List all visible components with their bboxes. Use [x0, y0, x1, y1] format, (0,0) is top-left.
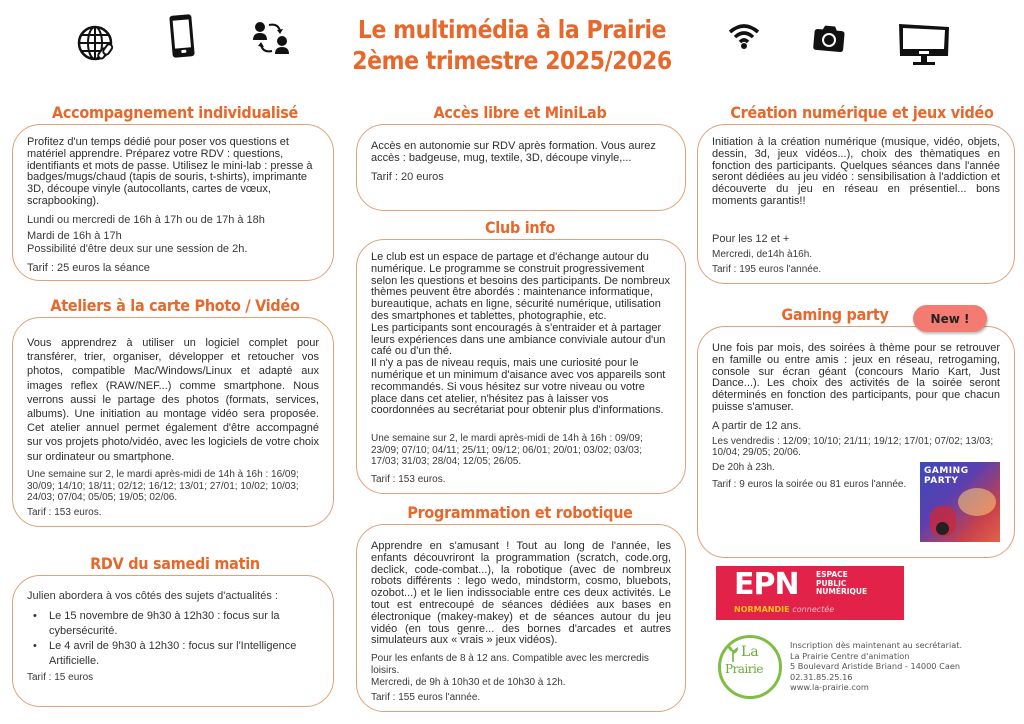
club-info-paragraph-3: Il n'y a pas de niveau requis, mais une curiosité pour le numérique et un minimum d'aisance avec vos appareils sont recommandés. Si vous hésitez sur votre niveau ou votre place dans cet atelier, n'hésitez pas à laisser vos coordonnées au secrétariat pour obtenir plus d'informations.	[371, 357, 666, 417]
section-title-club-info: Club info	[484, 218, 556, 237]
page-title	[325, 14, 698, 76]
section-title-acces-libre: Accès libre et MiniLab	[433, 103, 607, 122]
samedi-price: Tarif : 15 euros	[27, 672, 94, 683]
gaming-party-cover-image	[920, 462, 1000, 542]
acces-libre-description: Accès en autonomie sur RDV après formation. Vous aurez accès : badgeuse, mug, textile, 3D, découpe vinyle,...	[371, 140, 656, 164]
overlap-top: matériel	[27, 147, 67, 160]
contact-website[interactable]: www.la-prairie.com	[790, 682, 869, 692]
leaf-icon	[726, 644, 740, 662]
creation-audience: Pour les 12 et +	[712, 233, 790, 246]
cover-title	[924, 466, 969, 486]
accompagnement-intro: Profitez d'un temps dédié pour poser vos questions et	[27, 136, 289, 148]
title-line-1: Le multimédia à la Prairie	[357, 15, 667, 44]
title-line-2: 2ème trimestre 2025/2026	[352, 46, 672, 75]
ateliers-description: Vous apprendrez à utiliser un logiciel complet pour transférer, trier, organiser, développer et retoucher vos photos, compatible Mac/Windows/Linux et adapté aux images reflex (RAW/NEF...) comme smartphone. Nous verrons aussi le partage des photos (formats, services, albums). Une initiation au montage vidéo sera proposée. Cet atelier annuel permet également d'être accompagné sur vos projets photo/vidéo, avec les logiciels de votre choix sur ordinateur ou smartphone.	[27, 337, 319, 463]
samedi-box	[12, 575, 334, 707]
samedi-intro: Julien abordera à vos côtés des sujets d'actualités :	[27, 590, 278, 602]
section-title-accompagnement: Accompagnement individualisé	[51, 103, 299, 122]
creation-schedule: Mercredi, de14h à16h.	[712, 249, 813, 261]
wifi-icon	[728, 22, 760, 50]
gaming-footer	[712, 462, 1000, 542]
epn-acronym: EPN	[734, 567, 799, 602]
epn-line-2: PUBLIC	[816, 578, 847, 588]
monitor-icon	[897, 22, 951, 68]
gaming-footer-text	[712, 462, 912, 491]
logo-line-1: La	[741, 644, 759, 660]
accompagnement-note: Possibilité d'être deux sur une session de 2h.	[27, 242, 248, 255]
creation-description: Initiation à la création numérique (musique, vidéo, objets, dessin, 3d, jeux vidéos...), choix des thèmatiques en fonction des participants. Quelques séances dans l'année seront dédiées au jeu vidéo : sensibilisation à l'addiction et découverte du jeu en réseau en présentiel... bons moments garantis!!	[712, 136, 1000, 207]
camera-icon	[812, 25, 846, 53]
gaming-dates: Les vendredis : 12/09; 10/10; 21/11; 19/12; 17/01; 07/02; 13/03; 10/04; 29/05; 20/06.	[712, 435, 994, 459]
gaming-description: Une fois par mois, des soirées à thème pour se retrouver en famille ou entre amis : jeux en réseau, retrogaming, console sur écran géant (concours Mario Kart, Just Dance...). Les choix des activités de la soirée seront déterminés en fonction des participants, pour que chacun puisse s'amuser.	[712, 342, 1000, 413]
logo-line-2: Prairie	[725, 662, 763, 676]
accompagnement-price: Tarif : 25 euros la séance	[27, 261, 150, 274]
epn-logo	[716, 566, 904, 620]
contact-info	[790, 640, 962, 693]
smartphone-icon	[168, 13, 198, 61]
epn-connected: connectée	[792, 605, 835, 614]
club-info-paragraph-2: Les participants sont encouragés à s'entraider et à partager leurs expériences dans une ambiance conviviale autour d'un café ou d'un thé.	[371, 321, 666, 358]
la-prairie-logo	[718, 635, 782, 699]
programmation-audience: Pour les enfants de 8 à 12 ans. Compatible avec les mercredis loisirs.	[371, 653, 649, 676]
epn-line-1: ESPACE	[816, 570, 848, 579]
ateliers-price: Tarif : 153 euros.	[27, 506, 102, 518]
creation-price: Tarif : 195 euros l'année.	[712, 263, 822, 275]
contact-address: 5 Boulevard Aristide Briand - 14000 Caen	[790, 661, 961, 671]
section-title-ateliers: Ateliers à la carte Photo / Vidéo	[50, 296, 300, 315]
section-title-creation: Création numérique et jeux vidéo	[730, 103, 994, 122]
gaming-price: Tarif : 9 euros la soirée ou 81 euros l'année.	[712, 479, 907, 490]
gaming-audience: A partir de 12 ans.	[712, 419, 802, 432]
gaming-box	[697, 326, 1015, 558]
club-info-box	[356, 239, 686, 494]
contact-phone: 02.31.85.25.16	[790, 671, 853, 682]
section-title-samedi: RDV du samedi matin	[90, 554, 260, 573]
club-info-schedule: Une semaine sur 2, le mardi après-midi de 14h à 16h : 09/09; 23/09; 07/10; 04/11; 25/11; 09/12; 06/01; 20/01; 03/02; 03/03; 17/03; 31/03; 28/04; 12/05; 26/05.	[371, 433, 643, 468]
programmation-description: Apprendre en s'amusant ! Tout au long de l'année, les enfants découvriront la programmation (scratch, code.org, declick, code-combat...), la robotique (avec de nombreux robots différents : lego wedo, mindstorm, cosmo, bluebots, ozobot...) et le lien indissociable entre ces deux activités. Le tout est entrecoupé de séances dédiées aux bases en électronique (makey-makey) et de séances autour du jeu vidéo (en tous genre... des bornes d'arcades et autres simulateurs aux « vrais » jeux vidéos).	[371, 540, 671, 647]
accompagnement-details: Préparez votre RDV : questions, identifiants et mots de passe. Utilisez le mini-lab : presse à badges/mugs/chaud (tapis de souris, t-shirts), imprimante 3D, découpe vinyle (autocollants, cartes de vœux, scrapbooking).	[27, 147, 313, 207]
samedi-topic-list	[27, 609, 319, 669]
new-badge: New !	[913, 305, 987, 332]
samedi-topic-item: • Le 15 novembre de 9h30 à 12h30 : focus sur la cybersécurité.	[27, 609, 319, 639]
club-info-paragraph-1: Le club est un espace de partage et d'échange autour du numérique. Le programme se construit progressivement selon les questions et besoins des participants. De nombreux thèmes peuvent être abordés : maintenance informatique, bureautique, achats en ligne, sécurité numérique, utilisation des smartphones et tablettes, photographie, etc.	[371, 251, 671, 322]
ateliers-box	[12, 317, 334, 527]
club-info-description	[371, 252, 671, 417]
epn-full-name	[816, 571, 867, 597]
acces-libre-box	[356, 124, 686, 211]
globe-icon	[76, 24, 116, 64]
club-info-price: Tarif : 153 euros.	[371, 473, 446, 485]
samedi-topic-item: • Le 4 avril de 9h30 à 12h30 : focus sur l'Intelligence Artificielle.	[27, 639, 319, 669]
accompagnement-schedule-2: Mardi de 16h à 17h	[27, 229, 122, 242]
epn-region	[734, 605, 834, 615]
creation-box	[697, 124, 1015, 284]
cover-title-line-1: GAMING	[924, 465, 969, 476]
programmation-box	[356, 524, 686, 712]
section-title-programmation: Programmation et robotique	[407, 503, 633, 522]
accompagnement-box	[12, 124, 334, 281]
section-title-gaming: Gaming party	[781, 305, 889, 324]
contact-registration: Inscription dès maintenant au secrétariat.	[790, 640, 963, 650]
user-exchange-icon	[252, 20, 292, 56]
epn-region-name: NORMANDIE	[734, 605, 790, 614]
epn-line-3: NUMÉRIQUE	[816, 587, 868, 596]
ateliers-schedule: Une semaine sur 2, le mardi après-midi de 14h à 16h : 16/09; 30/09; 14/10; 18/11; 02/12; 16/12; 13/01; 27/01; 10/02; 10/03; 24/03; 07/04; 05/05; 19/05; 02/06.	[27, 469, 299, 504]
overlap-bottom: apprendre.	[69, 147, 123, 160]
gaming-hours: De 20h à 23h.	[712, 461, 775, 473]
programmation-schedule: Mercredi, de 9h à 10h30 et de 10h30 à 12h.	[371, 677, 566, 689]
programmation-price: Tarif : 155 euros l'année.	[371, 691, 481, 703]
acces-libre-price: Tarif : 20 euros	[371, 170, 444, 183]
cover-title-line-2: PARTY	[924, 475, 959, 486]
contact-organization: La Prairie Centre d'animation	[790, 650, 910, 661]
accompagnement-description	[27, 137, 319, 208]
accompagnement-schedule-1: Lundi ou mercredi de 16h à 17h ou de 17h à 18h	[27, 213, 265, 226]
